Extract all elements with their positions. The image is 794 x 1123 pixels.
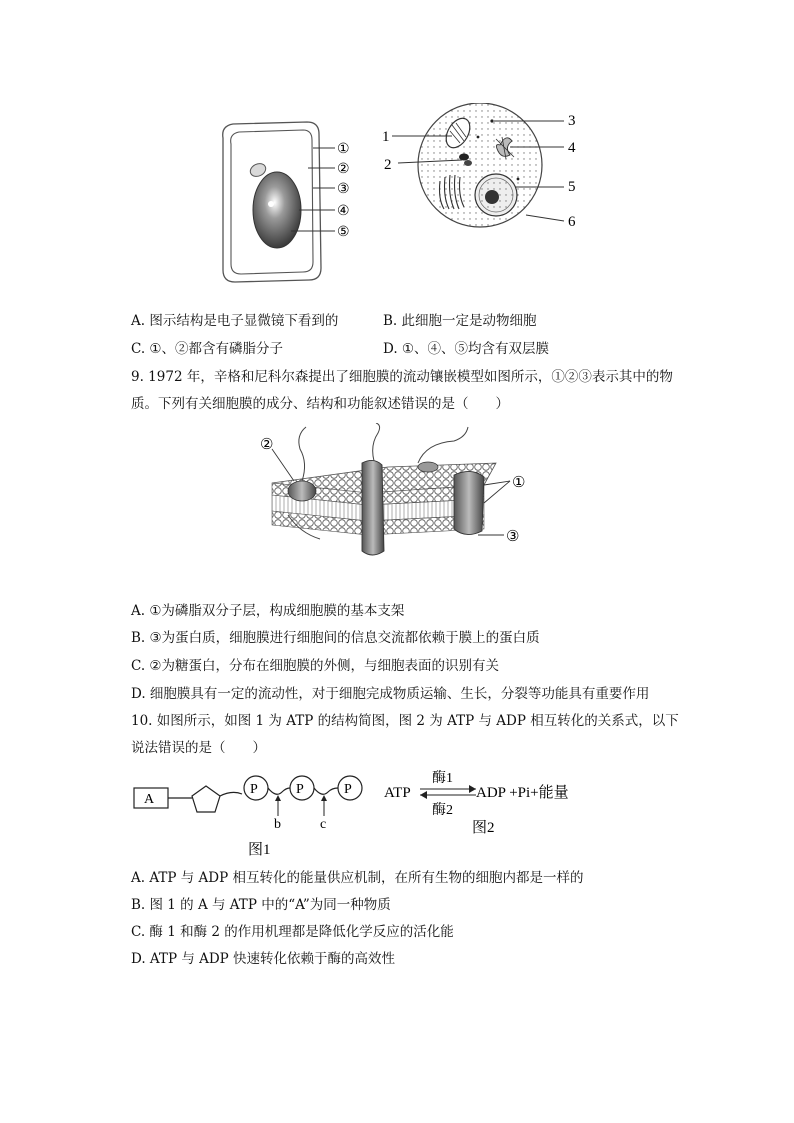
- fig2-caption: 图2: [472, 820, 495, 836]
- enzyme-bottom: 酶2: [432, 803, 453, 818]
- animal-cell-label: 2: [384, 157, 392, 173]
- membrane-label: ②: [260, 437, 274, 453]
- atp-adp-equation-svg: [380, 766, 595, 838]
- q9-stem-line1: 9. 1972 年，辛格和尼科尔森提出了细胞膜的流动镶嵌模型如图所示，①②③表示其中的物: [131, 369, 673, 385]
- q8-option-d[interactable]: D. ①、④、⑤均含有双层膜: [383, 341, 550, 357]
- fig1-caption: 图1: [248, 842, 271, 858]
- phosphate-label: P: [344, 782, 352, 797]
- q9-option-b[interactable]: B. ③为蛋白质，细胞膜进行细胞间的信息交流都依赖于膜上的蛋白质: [131, 630, 540, 646]
- atp-box-label: A: [144, 792, 155, 807]
- membrane-label: ③: [506, 529, 520, 545]
- plant-cell-figure: [215, 118, 390, 286]
- phosphate-label: P: [250, 782, 258, 797]
- enzyme-top: 酶1: [432, 771, 453, 786]
- animal-cell-label: 6: [568, 214, 576, 230]
- q9-option-c[interactable]: C. ②为糖蛋白，分布在细胞膜的外侧，与细胞表面的识别有关: [131, 658, 500, 674]
- animal-cell-figure: [378, 103, 588, 233]
- plant-cell-label: ⑤: [337, 225, 350, 240]
- phosphate-label: P: [296, 782, 304, 797]
- plant-cell-svg: [215, 118, 390, 286]
- animal-cell-svg: [378, 103, 588, 233]
- plant-cell-label: ②: [337, 162, 350, 177]
- q10-stem-line2: 说法错误的是（ ）: [131, 740, 266, 756]
- q8-option-b[interactable]: B. 此细胞一定是动物细胞: [383, 313, 537, 329]
- bond-label: c: [320, 817, 327, 832]
- animal-cell-label: 5: [568, 179, 576, 195]
- q10-option-b[interactable]: B. 图 1 的 A 与 ATP 中的“A”为同一种物质: [131, 897, 391, 913]
- q10-option-d[interactable]: D. ATP 与 ADP 快速转化依赖于酶的高效性: [131, 951, 396, 967]
- animal-cell-label: 3: [568, 113, 576, 129]
- animal-cell-label: 1: [382, 129, 390, 145]
- q10-option-c[interactable]: C. 酶 1 和酶 2 的作用机理都是降低化学反应的活化能: [131, 924, 454, 940]
- q10-option-a[interactable]: A. ATP 与 ADP 相互转化的能量供应机制，在所有生物的细胞内都是一样的: [131, 870, 584, 886]
- q8-option-c[interactable]: C. ①、②都含有磷脂分子: [131, 341, 284, 357]
- q9-option-a[interactable]: A. ①为磷脂双分子层，构成细胞膜的基本支架: [131, 603, 405, 619]
- membrane-svg: [258, 423, 530, 575]
- plant-cell-label: ③: [337, 182, 350, 197]
- q9-option-d[interactable]: D. 细胞膜具有一定的流动性，对于细胞完成物质运输、生长，分裂等功能具有重要作用: [131, 686, 650, 702]
- atp-adp-equation-figure: [380, 766, 595, 838]
- plant-cell-label: ④: [337, 204, 350, 219]
- q10-stem-line1: 10. 如图所示，如图 1 为 ATP 的结构简图，图 2 为 ATP 与 ADP 相互转化的关系式，以下: [131, 713, 679, 729]
- q9-stem-line2: 质。下列有关细胞膜的成分、结构和功能叙述错误的是（ ）: [131, 396, 509, 412]
- animal-cell-label: 4: [568, 140, 576, 156]
- bond-label: b: [274, 817, 281, 832]
- membrane-figure: [258, 423, 530, 575]
- equation-left: ATP: [384, 785, 411, 801]
- plant-cell-label: ①: [337, 142, 350, 157]
- equation-right: ADP +Pi+能量: [476, 785, 569, 801]
- membrane-label: ①: [512, 475, 526, 491]
- atp-structure-figure: [130, 768, 370, 860]
- q8-option-a[interactable]: A. 图示结构是电子显微镜下看到的: [131, 313, 339, 329]
- atp-structure-svg: [130, 768, 370, 860]
